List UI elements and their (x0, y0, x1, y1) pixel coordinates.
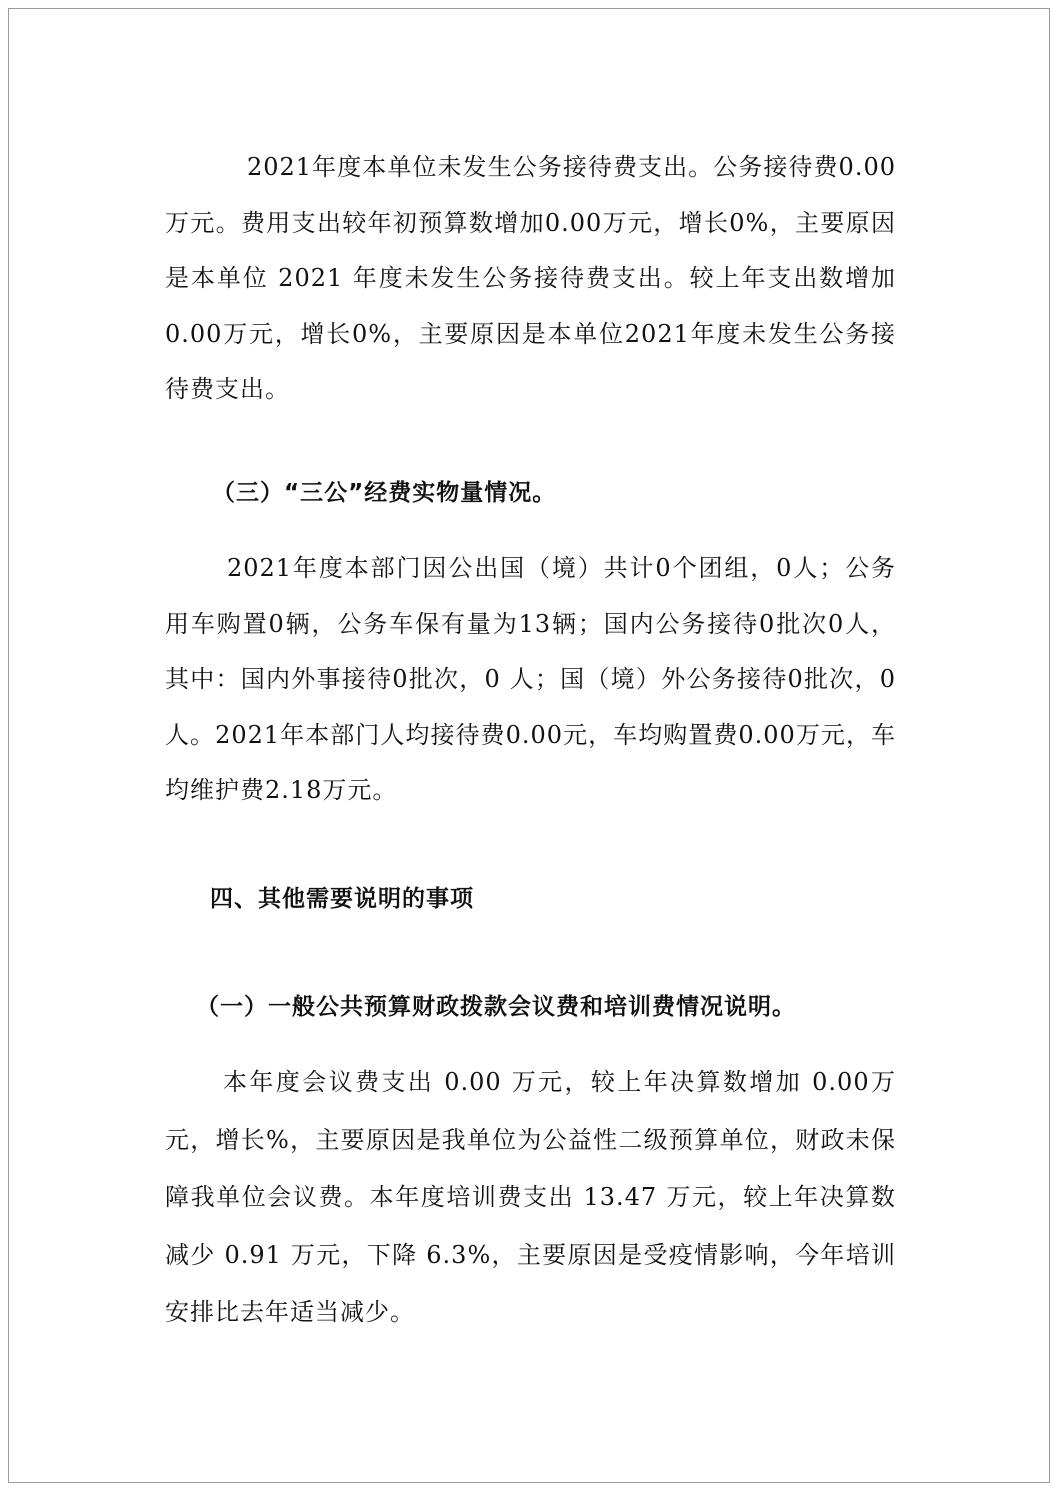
paragraph-physical-quantity: 2021年度本部门因公出国（境）共计0个团组，0人；公务用车购置0辆，公务车保有量为13辆；国内公务接待0批次0人，其中：国内外事接待0批次，0 人；国（境）外公务接待0批次，0人。2021年本部门人均接待费0.00元，车均购置费0.00万元，车均维护费2.18万元。 (165, 554, 896, 804)
heading-three-public-physical: （三）“三公”经费实物量情况。 (212, 480, 557, 506)
heading-meeting-training: （一）一般公共预算财政拨款会议费和培训费情况说明。 (196, 994, 796, 1020)
heading-other-matters: 四、其他需要说明的事项 (210, 886, 474, 912)
paragraph-meeting-training: 本年度会议费支出 0.00 万元，较上年决算数增加 0.00万元，增长%，主要原因是我单位为公益性二级预算单位，财政未保障我单位会议费。本年度培训费支出 13.47 万元，较上年决算数减少 0.91 万元，下降 6.3%，主要原因是受疫情影响，今年培训安排比去年适当减少。 (165, 1068, 896, 1326)
paragraph-reception-expense: 2021年度本单位未发生公务接待费支出。公务接待费0.00万元。费用支出较年初预算数增加0.00万元，增长0%，主要原因是本单位 2021 年度未发生公务接待费支出。较上年支出数增加0.00万元，增长0%，主要原因是本单位2021年度未发生公务接待费支出。 (165, 153, 896, 403)
